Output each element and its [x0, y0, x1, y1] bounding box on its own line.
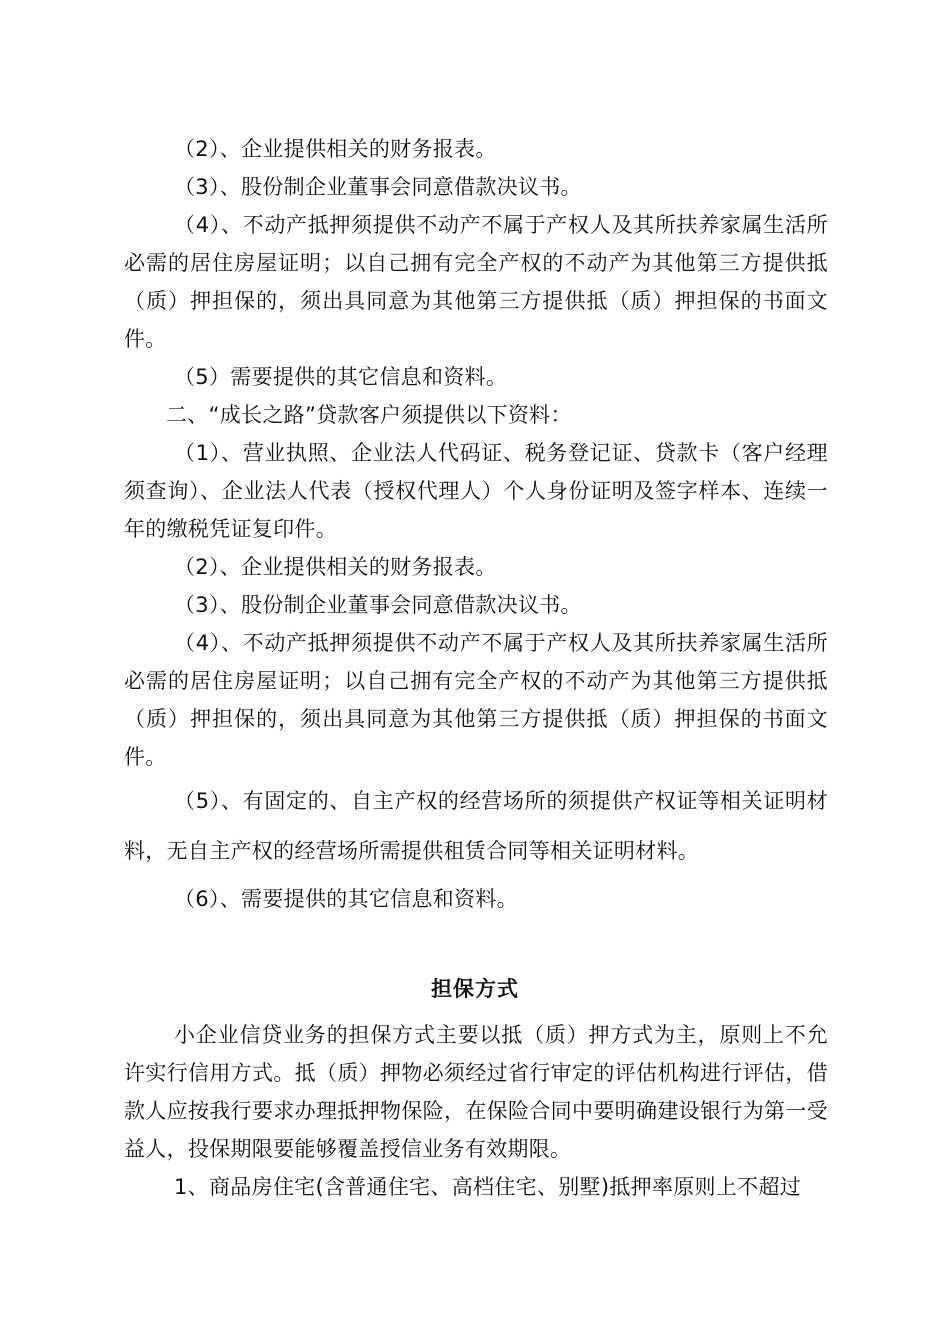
paragraph-s2-item-4: （4）、不动产抵押须提供不动产不属于产权人及其所扶养家属生活所必需的居住房屋证明；以自己拥有完全产权的不动产为其他第三方提供抵（质）押担保的，须出具同意为其他第三方提供抵（质）押担保的书面文件。 — [124, 631, 828, 769]
guarantee-heading: 担保方式 — [431, 977, 519, 1001]
paragraph-s2-item-5: （5）、有固定的、自主产权的经营场所的须提供产权证等相关证明材料，无自主产权的经营场所需提供租赁合同等相关证明材料。 — [124, 789, 828, 863]
section-1-block — [124, 130, 828, 918]
paragraph-s1-item-4: （4）、不动产抵押须提供不动产不属于产权人及其所扶养家属生活所必需的居住房屋证明；以自己拥有完全产权的不动产为其他第三方提供抵（质）押担保的，须出具同意为其他第三方提供抵（质）押担保的书面文件。 — [124, 213, 828, 351]
paragraph-s2-item-3: （3）、股份制企业董事会同意借款决议书。 — [174, 593, 582, 617]
paragraph-s1-item-5: （5）需要提供的其它信息和资料。 — [174, 365, 508, 389]
section-2-title: 二、“成长之路”贷款客户须提供以下资料： — [166, 403, 572, 427]
paragraph-s2-item-6: （6）、需要提供的其它信息和资料。 — [174, 887, 518, 911]
paragraph-s1-item-2: （2）、企业提供相关的财务报表。 — [174, 137, 497, 161]
guarantee-paragraph-2: 1、商品房住宅(含普通住宅、高档住宅、别墅)抵押率原则上不超过 — [174, 1175, 802, 1199]
paragraph-s2-item-2: （2）、企业提供相关的财务报表。 — [174, 555, 497, 579]
paragraph-s1-item-3: （3）、股份制企业董事会同意借款决议书。 — [174, 175, 582, 199]
guarantee-block — [124, 1016, 828, 1206]
guarantee-paragraph-1: 小企业信贷业务的担保方式主要以抵（质）押方式为主，原则上不允许实行信用方式。抵（质）押物必须经过省行审定的评估机构进行评估，借款人应按我行要求办理抵押物保险，在保险合同中要明确建设银行为第一受益人，投保期限要能够覆盖授信业务有效期限。 — [124, 1023, 828, 1161]
paragraph-s2-item-1: （1）、营业执照、企业法人代码证、税务登记证、贷款卡（客户经理须查询）、企业法人代表（授权代理人）个人身份证明及签字样本、连续一年的缴税凭证复印件。 — [124, 441, 828, 541]
